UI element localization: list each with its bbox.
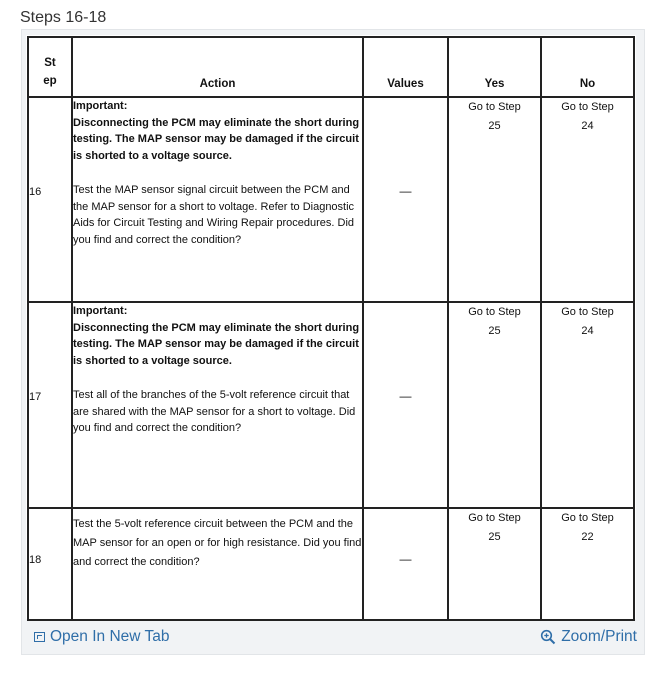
- yes-text: Go to Step 25: [468, 512, 521, 543]
- steps-table: [27, 36, 635, 621]
- open-new-tab-icon: [34, 632, 45, 642]
- table-row: [28, 302, 634, 508]
- yes-cell: [448, 302, 541, 508]
- yes-text: Go to Step 25: [468, 306, 521, 337]
- header-values: Values: [363, 37, 448, 97]
- no-cell: [541, 302, 634, 508]
- action-cell: [72, 302, 363, 508]
- yes-text: Go to Step 25: [468, 101, 521, 132]
- important-note: Important: Disconnecting the PCM may eliminate the short during testing. The MAP sensor may be damaged if the circuit is shorted to a voltage source.: [73, 305, 360, 367]
- zoom-print-label: Zoom/Print: [561, 628, 637, 645]
- values-text: —: [399, 552, 412, 566]
- step-number: 16: [29, 186, 42, 198]
- zoom-icon: [540, 629, 556, 645]
- open-in-new-tab-label: Open In New Tab: [50, 628, 170, 645]
- step-cell: [28, 508, 72, 620]
- yes-cell: [448, 97, 541, 302]
- no-cell: [541, 97, 634, 302]
- zoom-print-link[interactable]: [540, 628, 637, 646]
- action-text: Test all of the branches of the 5-volt reference circuit that are shared with the MAP sensor for a short to voltage. Did you find and correct the condition?: [73, 389, 356, 434]
- action-text: Test the MAP sensor signal circuit between the PCM and the MAP sensor for a short to voltage. Refer to Diagnostic Aids for Circuit Testing and Wiring Repair procedures. Did you find and correct the condition?: [73, 184, 355, 246]
- values-cell: [363, 302, 448, 508]
- step-number: 18: [29, 554, 42, 566]
- header-yes: Yes: [448, 37, 541, 97]
- table-row: [28, 97, 634, 302]
- action-cell: [72, 508, 363, 620]
- action-cell: [72, 97, 363, 302]
- important-note: Important: Disconnecting the PCM may eliminate the short during testing. The MAP sensor may be damaged if the circuit is shorted to a voltage source.: [73, 100, 360, 162]
- no-cell: [541, 508, 634, 620]
- header-no: No: [541, 37, 634, 97]
- no-text: Go to Step 24: [561, 101, 614, 132]
- values-text: —: [399, 184, 412, 198]
- values-cell: [363, 97, 448, 302]
- no-text: Go to Step 24: [561, 306, 614, 337]
- step-cell: [28, 302, 72, 508]
- step-cell: [28, 97, 72, 302]
- table-header-row: [28, 37, 634, 97]
- no-text: Go to Step 22: [561, 512, 614, 543]
- header-action: Action: [72, 37, 363, 97]
- values-cell: [363, 508, 448, 620]
- page-title: Steps 16-18: [20, 9, 107, 26]
- yes-cell: [448, 508, 541, 620]
- table-row: [28, 508, 634, 620]
- header-step-label: St ep: [43, 57, 57, 87]
- values-text: —: [399, 389, 412, 403]
- open-in-new-tab-link[interactable]: [34, 628, 169, 646]
- action-text: Test the 5-volt reference circuit between the PCM and the MAP sensor for an open or for high resistance. Did you find and correct the condition?: [73, 518, 362, 568]
- header-step: [28, 37, 72, 97]
- step-number: 17: [29, 391, 42, 403]
